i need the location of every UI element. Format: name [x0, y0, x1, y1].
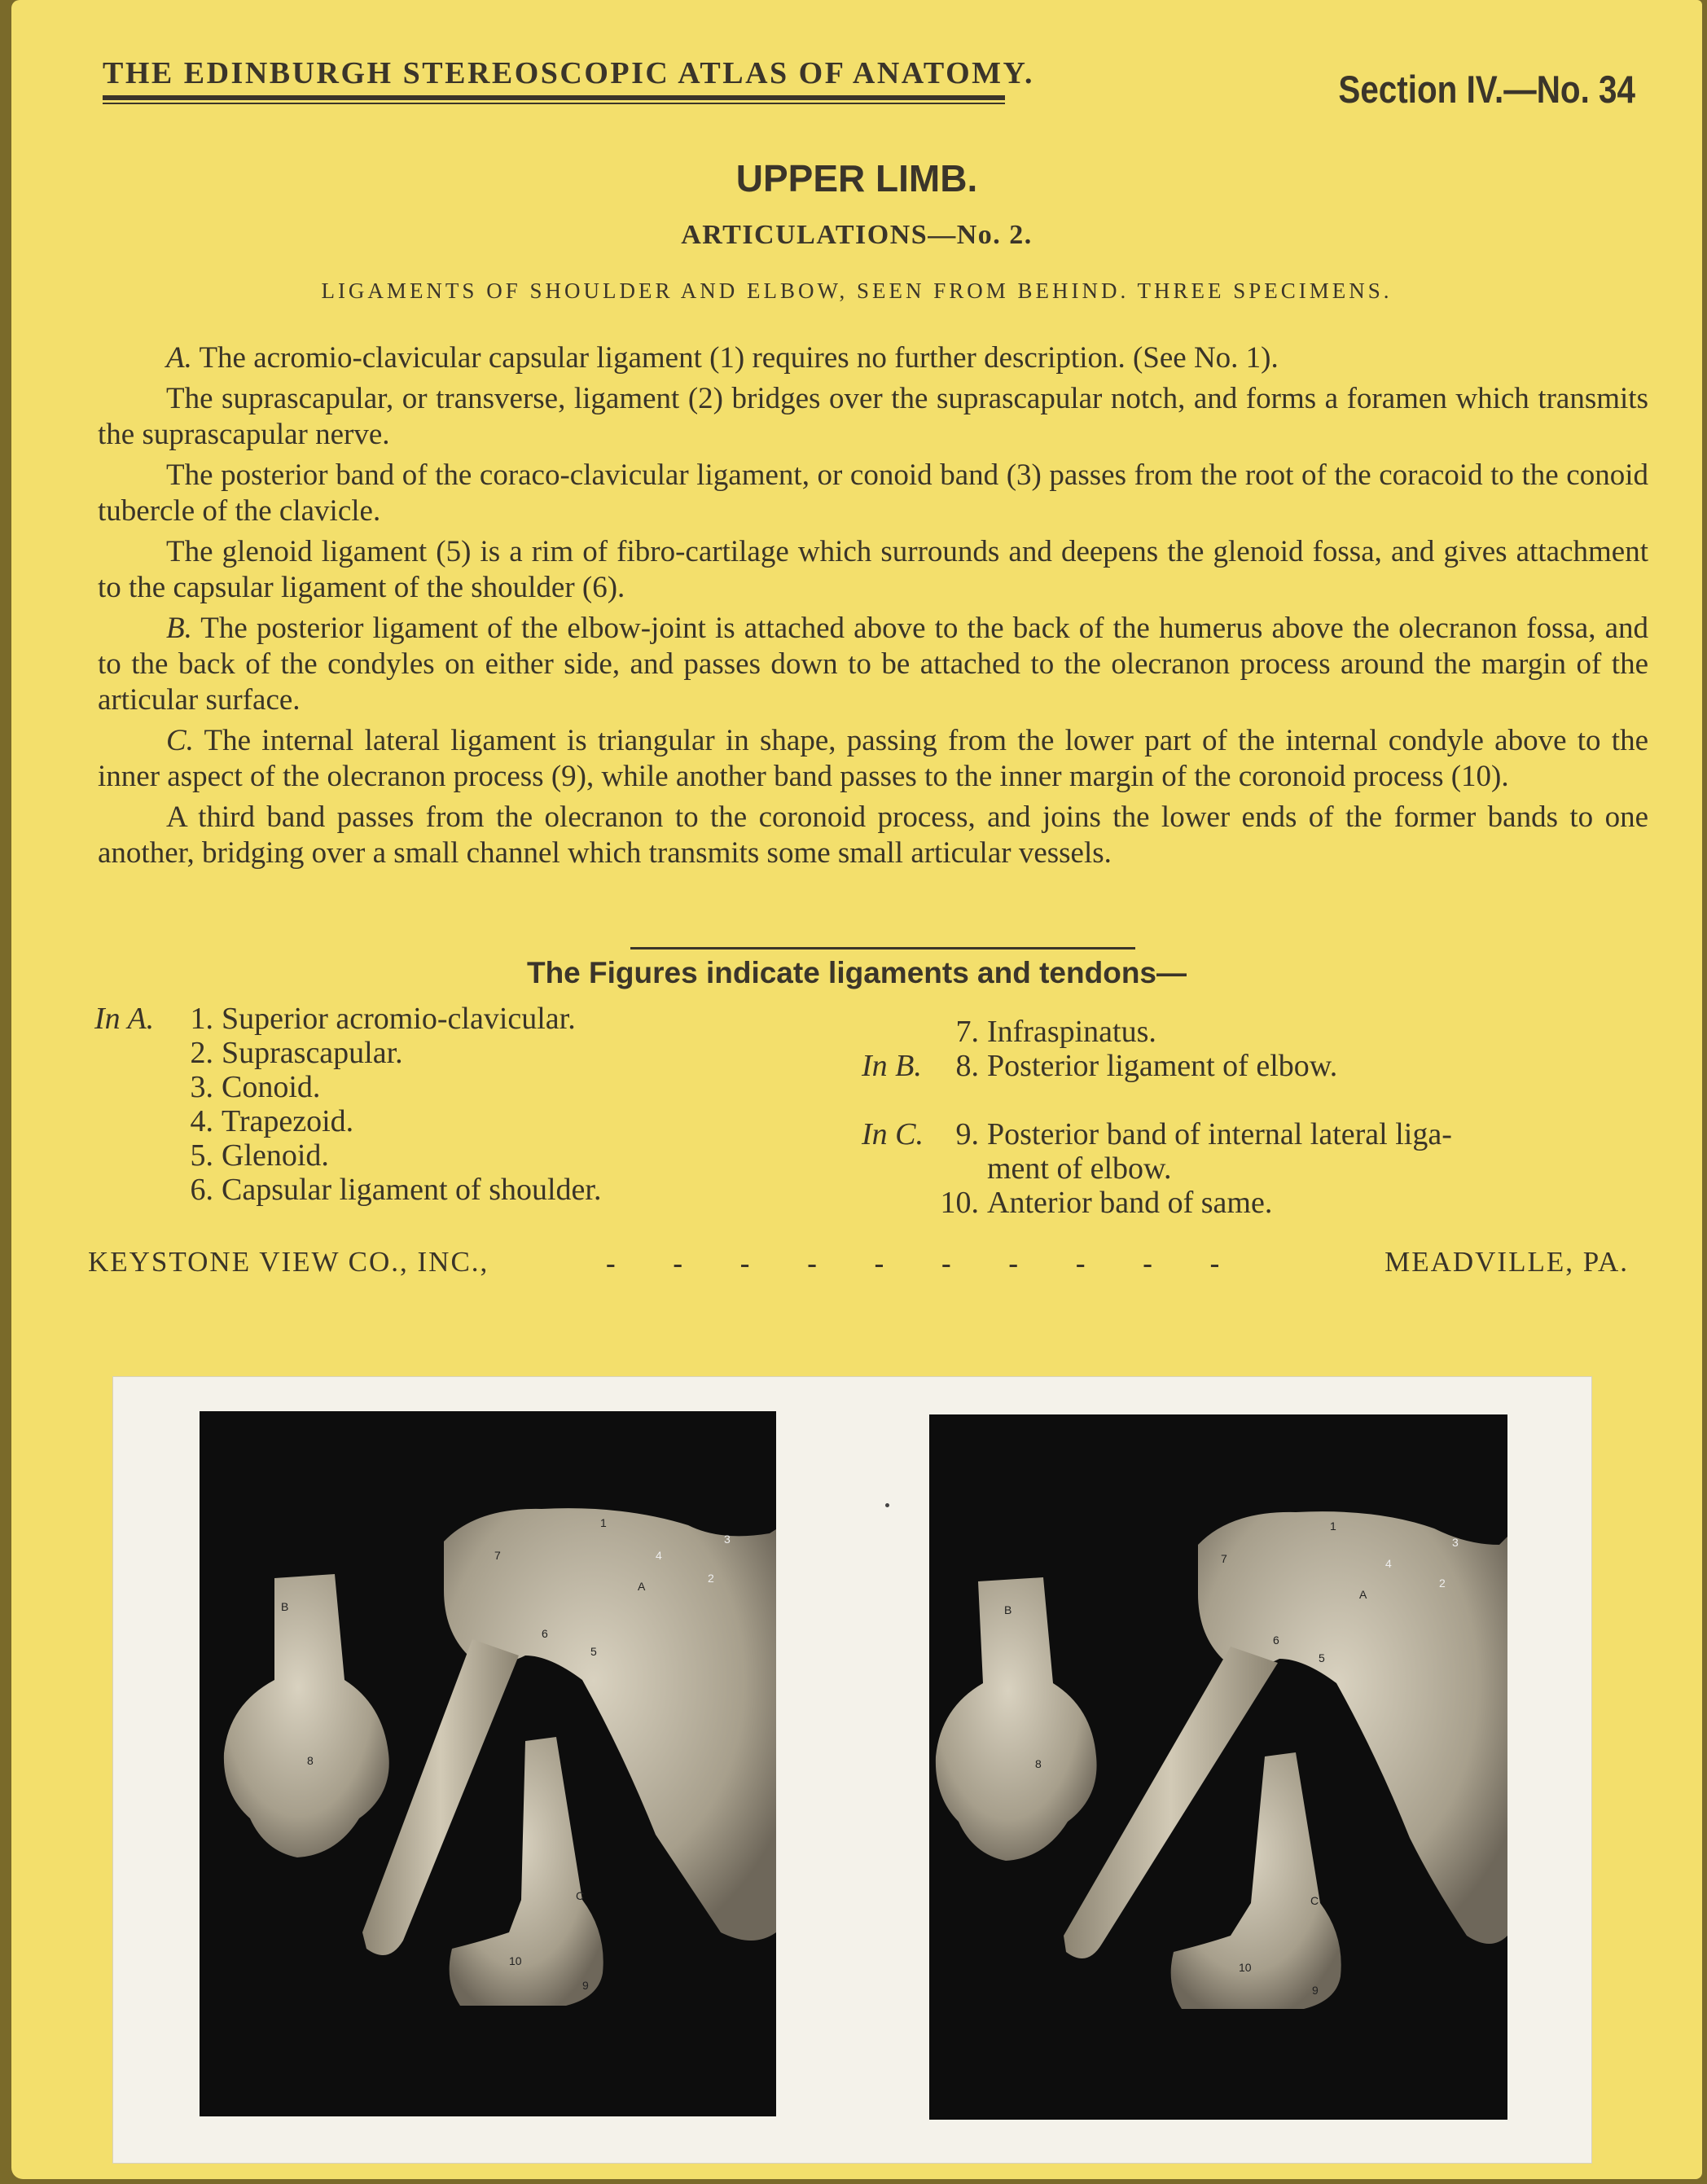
legend-item: 3. Conoid.	[190, 1070, 321, 1104]
paragraph-letter: B.	[166, 612, 192, 645]
page-subtitle: ARTICULATIONS—No. 2.	[681, 220, 1033, 250]
label-6: 6	[542, 1627, 548, 1640]
label-1: 1	[1330, 1520, 1336, 1533]
footer-dashes: - - - - - - - - - -	[606, 1248, 1245, 1279]
label-5: 5	[1319, 1651, 1325, 1664]
stereo-card	[11, 0, 1702, 2179]
legend-item: 9. Posterior band of internal lateral liga-	[955, 1117, 1452, 1151]
label-1: 1	[600, 1516, 607, 1529]
paragraph-text: A third band passes from the olecranon to the coronoid process, and joins the lower ends of the former bands to one another, bridging over a small channel which transmits some small articular vessels.	[98, 800, 1648, 870]
label-2: 2	[1439, 1577, 1446, 1590]
paragraph-text: The internal lateral ligament is triangular in shape, passing from the lower part of the internal condyle above to the inner aspect of the olecranon process (9), while another band passes to the inner margin of the coronoid process (10).	[98, 724, 1648, 793]
section-number: Section IV.—No. 34	[1338, 68, 1635, 111]
legend-item: 1. Superior acromio-clavicular.	[190, 1002, 576, 1036]
label-3: 3	[1452, 1536, 1459, 1549]
label-b: B	[281, 1600, 289, 1613]
label-c: C	[1310, 1894, 1319, 1907]
legend-group-b	[932, 1049, 1337, 1083]
legend-item: 7. Infraspinatus.	[955, 1015, 1156, 1049]
figures-heading: The Figures indicate ligaments and tendons—	[526, 956, 1187, 989]
paragraph	[98, 723, 1648, 795]
label-c: C	[576, 1889, 585, 1902]
page-caption: LIGAMENTS OF SHOULDER AND ELBOW, SEEN FROM BEHIND. THREE SPECIMENS.	[321, 278, 1393, 303]
label-2: 2	[708, 1572, 714, 1585]
mount-speck	[885, 1503, 889, 1507]
paragraph-text: The posterior band of the coraco-clavicular ligament, or conoid band (3) passes from the root of the coracoid to the conoid tubercle of the clavicle.	[98, 458, 1648, 528]
paragraph-text: The suprascapular, or transverse, ligament (2) bridges over the suprascapular notch, and forms a foramen which transmits the suprascapular nerve.	[98, 382, 1648, 451]
legend-group-b-label: In B.	[862, 1049, 922, 1083]
label-7: 7	[1221, 1552, 1227, 1565]
stereo-mount	[112, 1376, 1592, 2164]
stereo-photo-right	[929, 1414, 1507, 2120]
legend-group-c	[932, 1117, 1452, 1220]
publisher-name: KEYSTONE VIEW CO., INC.,	[88, 1246, 489, 1278]
page-title: UPPER LIMB.	[735, 157, 978, 200]
description-text	[98, 340, 1648, 876]
header-rule	[103, 95, 1005, 104]
paragraph	[98, 800, 1648, 871]
label-8: 8	[307, 1754, 314, 1767]
publisher-location: MEADVILLE, PA.	[1384, 1246, 1629, 1278]
divider	[630, 947, 1135, 949]
stereo-photo-left	[200, 1411, 776, 2116]
label-7: 7	[494, 1549, 501, 1562]
legend-item: ment of elbow.	[987, 1151, 1172, 1186]
label-a: A	[1359, 1588, 1367, 1601]
legend-item: 8. Posterior ligament of elbow.	[955, 1049, 1338, 1083]
label-4: 4	[656, 1549, 662, 1562]
legend-item: 5. Glenoid.	[190, 1138, 329, 1173]
label-8: 8	[1035, 1757, 1042, 1770]
paragraph	[98, 340, 1648, 376]
legend-group-c-label: In C.	[862, 1117, 924, 1151]
label-a: A	[638, 1580, 646, 1593]
label-3: 3	[724, 1533, 731, 1546]
paragraph-text: The glenoid ligament (5) is a rim of fibro-cartilage which surrounds and deepens the glenoid fossa, and gives attachment to the capsular ligament of the shoulder (6).	[98, 535, 1648, 604]
legend-group-a	[166, 1002, 601, 1207]
label-9: 9	[1312, 1984, 1319, 1997]
paragraph	[98, 534, 1648, 606]
specimen-image-right	[929, 1414, 1507, 2120]
label-9: 9	[582, 1979, 589, 1992]
specimen-image-left	[200, 1411, 776, 2116]
atlas-title: THE EDINBURGH STEREOSCOPIC ATLAS OF ANATOMY.	[103, 56, 1034, 90]
legend-item: 2. Suprascapular.	[190, 1036, 403, 1070]
label-5: 5	[590, 1645, 597, 1658]
paragraph	[98, 381, 1648, 453]
paragraph	[98, 611, 1648, 718]
paragraph	[98, 458, 1648, 529]
legend-group-a-cont	[932, 1015, 1156, 1049]
label-10: 10	[1239, 1961, 1252, 1974]
paragraph-text: The acromio-clavicular capsular ligament (1) requires no further description. (See No. 1).	[191, 341, 1279, 375]
label-10: 10	[509, 1954, 522, 1967]
legend-item: 6. Capsular ligament of shoulder.	[190, 1173, 602, 1207]
paragraph-letter: C.	[166, 724, 194, 757]
legend-item: 4. Trapezoid.	[190, 1104, 354, 1138]
label-6: 6	[1273, 1634, 1279, 1647]
paragraph-text: The posterior ligament of the elbow-joint is attached above to the back of the humerus above the olecranon fossa, and to the back of the condyles on either side, and passes down to be attached to the olecranon process around the margin of the articular surface.	[98, 612, 1648, 717]
label-4: 4	[1385, 1557, 1392, 1570]
paragraph-letter: A.	[166, 341, 192, 375]
legend-item: 10. Anterior band of same.	[940, 1186, 1273, 1220]
label-b: B	[1004, 1603, 1012, 1616]
legend-group-a-label: In A.	[94, 1002, 155, 1036]
